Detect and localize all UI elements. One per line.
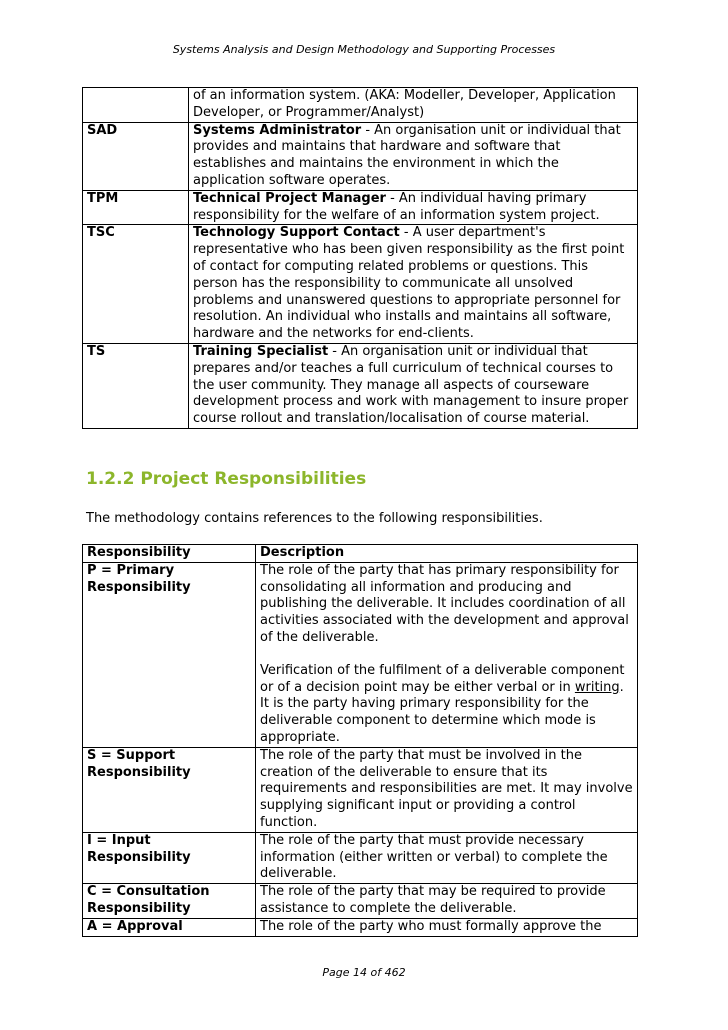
acronym-term: Technology Support Contact	[193, 225, 400, 241]
acronym-table	[82, 87, 638, 429]
running-header: Systems Analysis and Design Methodology and Supporting Processes	[172, 43, 556, 56]
responsibility-word: Responsibility	[87, 764, 191, 780]
table-row	[83, 884, 638, 919]
page-number: Page 14 of 462	[322, 966, 406, 979]
acronym-definition: - An organisation unit or individual that prepares and/or teaches a full curriculum of technical courses to the user community. They manage all aspects of courseware development process and work with management to insure proper course rollout and translation/localisation of course material.	[193, 343, 629, 427]
acronym-term: Training Specialist	[193, 343, 329, 359]
description-paragraph: Verification of the fulfilment of a deliverable component or of a decision point may be either verbal or in	[260, 662, 625, 695]
acronym-definition: - An organisation unit or individual that provides and maintains that hardware and software that establishes and maintains the environment in which the application software operates.	[193, 122, 621, 188]
description-paragraph: The role of the party that has primary responsibility for consolidating all information and producing and publishing the deliverable. It includes coordination of all activities associated with the development and approval of the deliverable.	[260, 562, 629, 645]
responsibility-cell	[83, 832, 256, 883]
column-header-responsibility: Responsibility	[83, 545, 256, 563]
acronym-code-cell: TS	[83, 343, 189, 428]
responsibility-word: Responsibility	[87, 579, 191, 595]
column-header-description: Description	[256, 545, 638, 563]
description-cell: The role of the party who must formally approve the	[256, 918, 638, 936]
table-row	[83, 832, 638, 883]
acronym-desc-cell	[189, 225, 638, 344]
responsibility-code: P = Primary	[87, 562, 175, 578]
acronym-term: Systems Administrator	[193, 122, 362, 138]
responsibility-cell	[83, 918, 256, 936]
responsibility-word: Responsibility	[87, 849, 191, 865]
table-row	[83, 122, 638, 190]
table-row	[83, 88, 638, 123]
table-row	[83, 190, 638, 225]
acronym-code-cell: SAD	[83, 122, 189, 190]
table-header-row	[83, 545, 638, 563]
acronym-definition: - A user department's representative who has been given responsibility as the first point of contact for computing related problems or questions. This person has the responsibility to communicate all unsolved problems and unanswered questions to appropriate personnel for resolution. An individual who installs and maintains all software, hardware and the networks for end-clients.	[193, 225, 625, 342]
section-intro: The methodology contains references to the following responsibilities.	[86, 511, 543, 526]
acronym-desc-cell	[189, 190, 638, 225]
description-cell	[256, 562, 638, 747]
description-paragraph: . It is the party having primary responsibility for the deliverable component to determine which mode is appropriate.	[260, 679, 624, 745]
table-row	[83, 343, 638, 428]
acronym-term: Technical Project Manager	[193, 190, 386, 206]
responsibility-code: S = Support	[87, 747, 176, 763]
acronym-code-cell	[83, 88, 189, 123]
underlined-word: writing	[574, 679, 620, 695]
responsibility-code: A = Approval	[87, 918, 183, 934]
description-cell: The role of the party that must be involved in the creation of the deliverable to ensure that its requirements and responsibilities are met. It may involve supplying significant input or providing a control function.	[256, 747, 638, 832]
acronym-code-cell: TPM	[83, 190, 189, 225]
description-cell: The role of the party that may be required to provide assistance to complete the deliverable.	[256, 884, 638, 919]
responsibility-table	[82, 544, 638, 937]
acronym-definition: - An individual having primary responsibility for the welfare of an information system project.	[193, 190, 600, 223]
responsibility-cell	[83, 562, 256, 747]
acronym-code-cell: TSC	[83, 225, 189, 344]
table-row	[83, 918, 638, 936]
table-row	[83, 747, 638, 832]
description-cell: The role of the party that must provide necessary information (either written or verbal) to complete the deliverable.	[256, 832, 638, 883]
section-heading: 1.2.2 Project Responsibilities	[86, 469, 367, 489]
responsibility-cell	[83, 884, 256, 919]
responsibility-code: I = Input	[87, 832, 151, 848]
acronym-desc-cell	[189, 122, 638, 190]
responsibility-code: C = Consultation	[87, 884, 210, 900]
table-row	[83, 562, 638, 747]
responsibility-cell	[83, 747, 256, 832]
responsibility-word: Responsibility	[87, 900, 191, 916]
table-row	[83, 225, 638, 344]
acronym-desc-cell: of an information system. (AKA: Modeller, Developer, Application Developer, or Programmer/Analyst)	[189, 88, 638, 123]
acronym-desc-cell	[189, 343, 638, 428]
